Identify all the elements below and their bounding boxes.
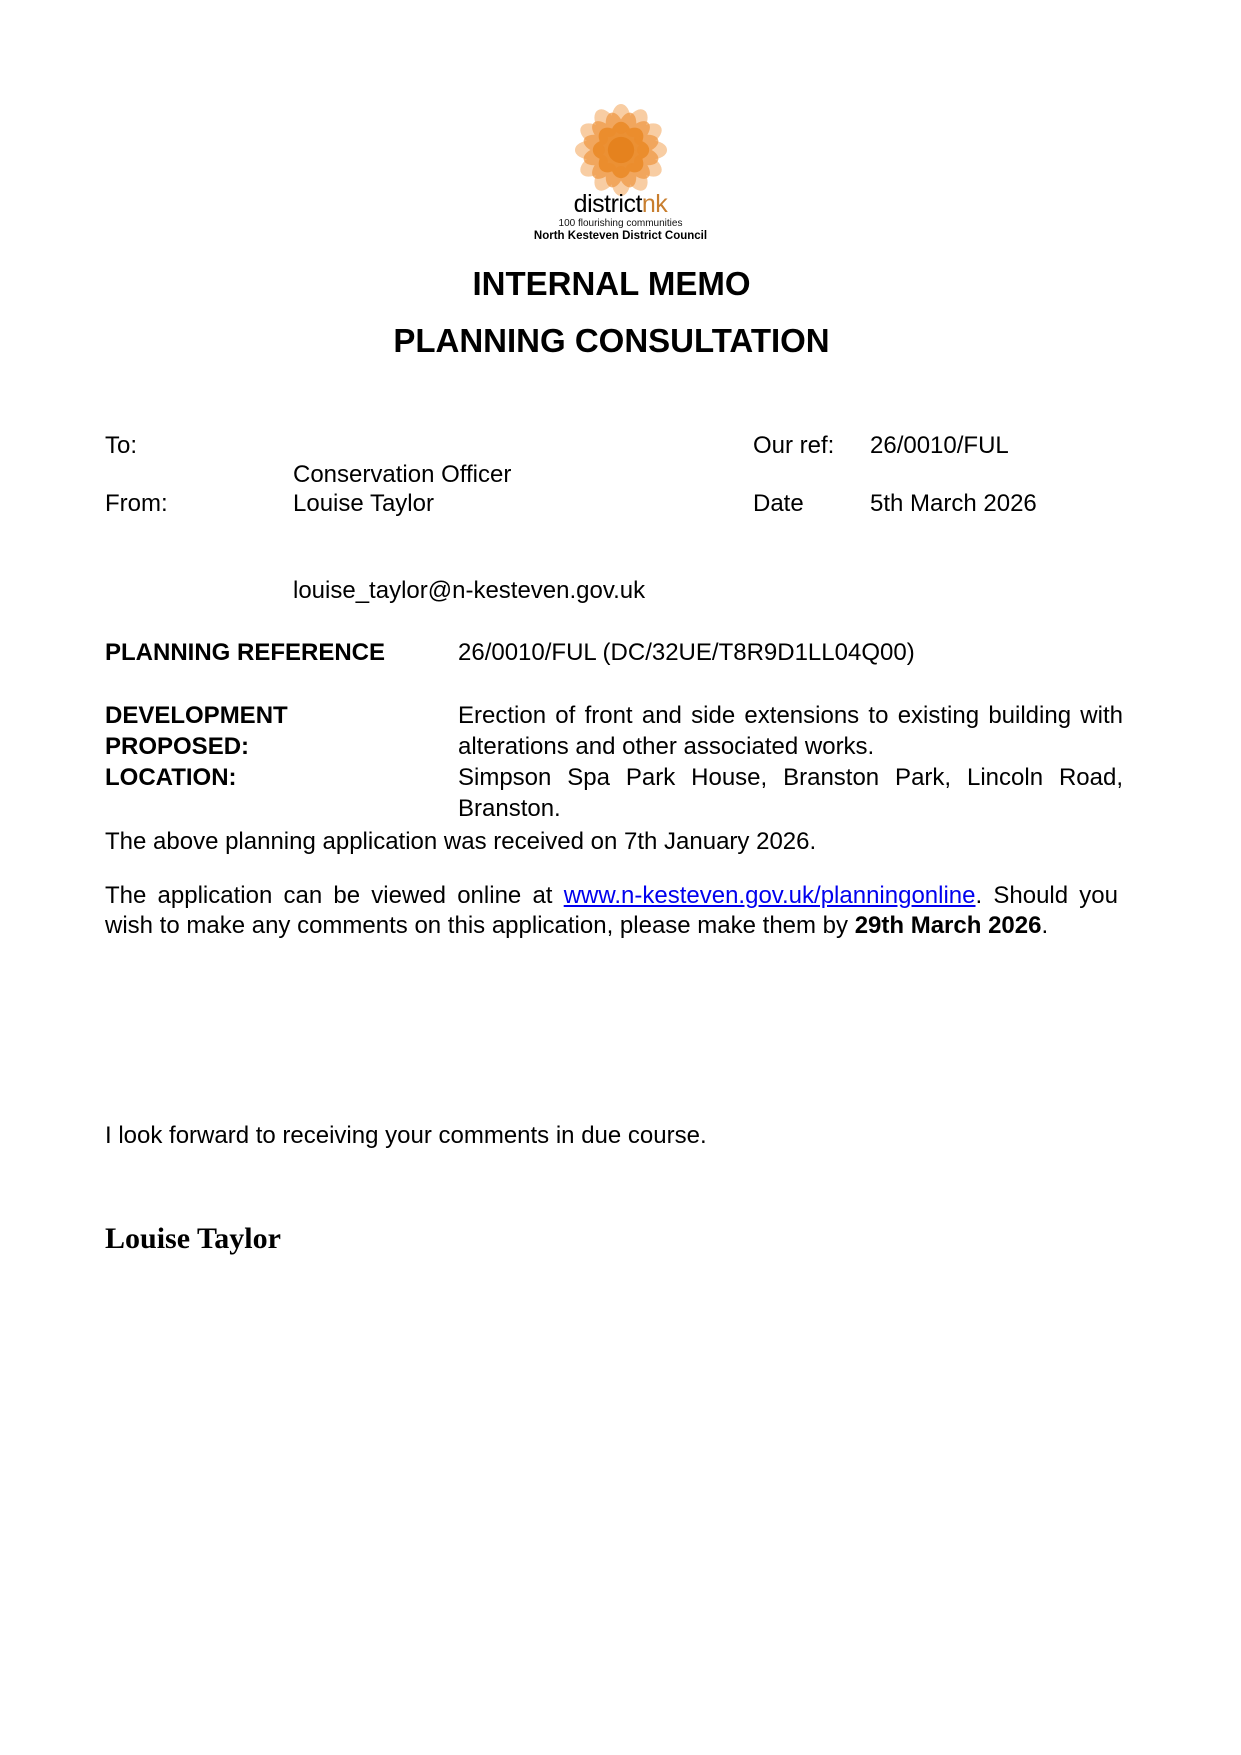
memo-title: INTERNAL MEMO (472, 265, 751, 302)
view-online-suffix: . (1041, 912, 1049, 939)
our-ref-value: 26/0010/FUL (870, 432, 1009, 459)
planning-reference-value: 26/0010/FUL (DC/32UE/T8R9D1LL04Q00) (458, 639, 915, 666)
location-label: LOCATION: (105, 764, 237, 791)
received-paragraph: The above planning application was received on 7th January 2026. (105, 828, 817, 855)
development-label-line2: PROPOSED: (105, 733, 250, 760)
development-labels (105, 700, 288, 793)
council-logo (0, 103, 1241, 243)
logo-wordmark-nk: nk (641, 190, 668, 218)
from-label: From: (105, 490, 168, 517)
date-label: Date (753, 490, 804, 517)
logo-wordmark-district: district (573, 190, 642, 218)
planning-online-link[interactable]: www.n-kesteven.gov.uk/planningonline (563, 882, 976, 909)
to-label: To: (105, 432, 138, 459)
location-value: Simpson Spa Park House, Branston Park, Lincoln Road, Branston. (458, 764, 1123, 822)
closing-line: I look forward to receiving your comments in due course. (105, 1122, 707, 1149)
view-online-paragraph (105, 881, 1118, 941)
from-value: Louise Taylor (293, 490, 434, 517)
consultation-title: PLANNING CONSULTATION (393, 322, 830, 359)
comment-deadline: 29th March 2026 (854, 912, 1042, 939)
view-online-prefix: The application can be viewed online at (105, 882, 564, 909)
council-name: North Kesteven District Council (533, 230, 708, 242)
date-value: 5th March 2026 (870, 490, 1037, 517)
sender-email: louise_taylor@n-kesteven.gov.uk (293, 577, 646, 604)
signature: Louise Taylor (105, 1222, 281, 1255)
view-online-middle: . Should you wish to make any comments on this application, please make them by (105, 882, 1118, 939)
development-proposed-value: Erection of front and side extensions to existing building with alterations and other associated works. (458, 702, 1123, 760)
sunburst-icon (573, 103, 669, 197)
logo-wordmark (0, 191, 1241, 217)
our-ref-label: Our ref: (753, 432, 835, 459)
to-value: Conservation Officer (293, 461, 512, 488)
logo-tagline: 100 flourishing communities (558, 218, 683, 229)
development-label-line1: DEVELOPMENT (105, 702, 288, 729)
planning-reference-label: PLANNING REFERENCE (105, 639, 386, 666)
